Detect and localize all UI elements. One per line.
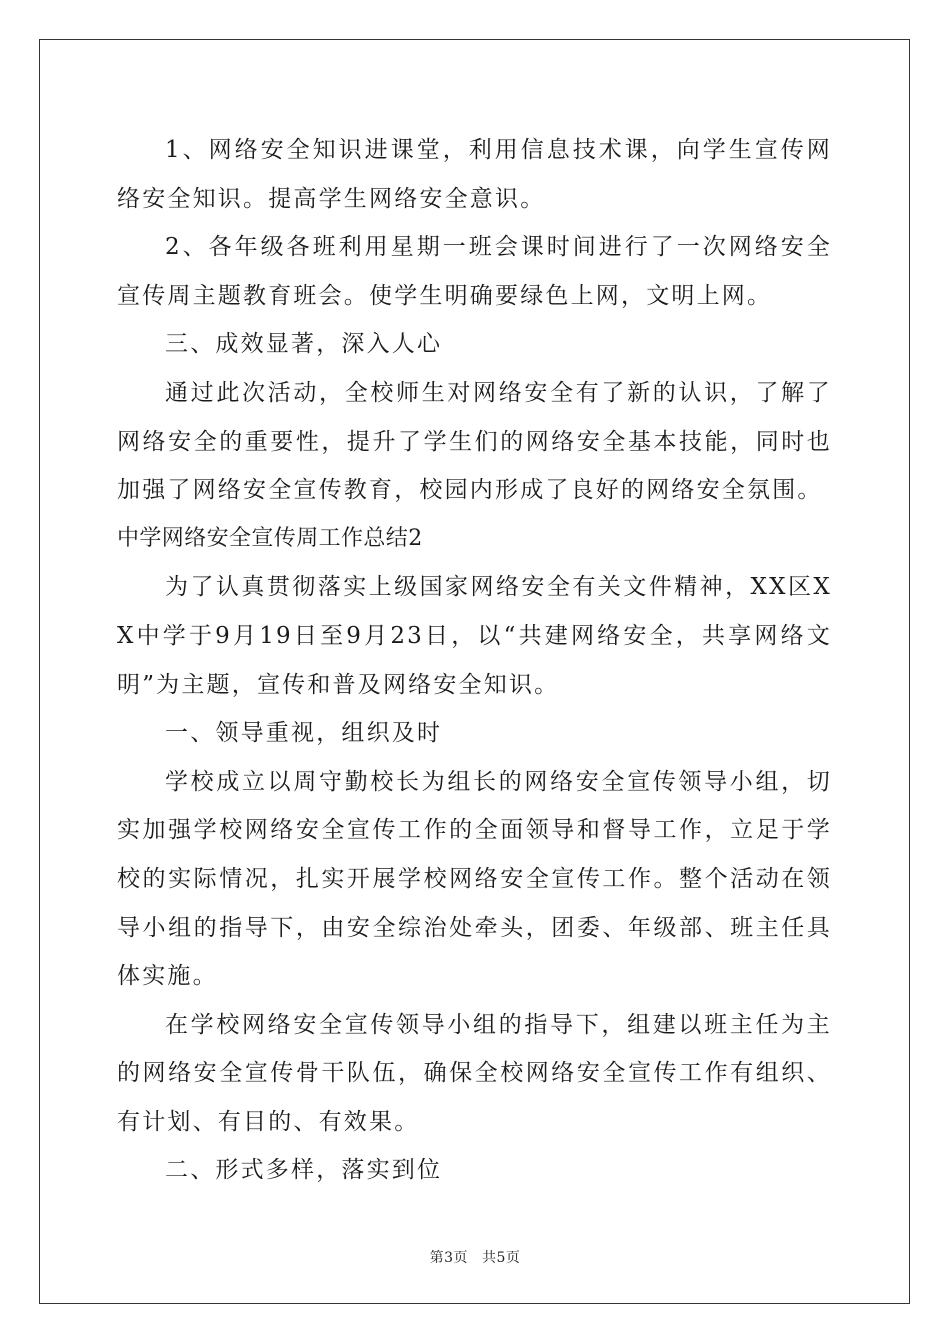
current-page-number: 第3页 [429, 1250, 468, 1266]
paragraph-6: 在学校网络安全宣传领导小组的指导下，组建以班主任为主的网络安全宣传骨干队伍，确保全校网络安全宣传工作有组织、有计划、有目的、有效果。 [117, 1011, 832, 1135]
paragraph-1: 1、网络安全知识进课堂，利用信息技术课，向学生宣传网络安全知识。提高学生网络安全意识。 [117, 137, 832, 212]
section-heading-1: 一、领导重视，组织及时 [165, 720, 443, 747]
section-heading-2: 二、形式多样，落实到位 [165, 1157, 443, 1184]
paragraph-5: 学校成立以周守勤校长为组长的网络安全宣传领导小组，切实加强学校网络安全宣传工作的全面领导和督导工作，立足于学校的实际情况，扎实开展学校网络安全宣传工作。整个活动在领导小组的指导下，由安全综治处牵头，团委、年级部、班主任具体实施。 [117, 768, 832, 990]
paragraph-4: 为了认真贯彻落实上级国家网络安全有关文件精神，XX区XX中学于9月19日至9月23日，以“共建网络安全，共享网络文明”为主题，宣传和普及网络安全知识。 [117, 574, 832, 698]
document-title-2: 中学网络安全宣传周工作总结2 [117, 525, 423, 551]
paragraph-3: 通过此次活动，全校师生对网络安全有了新的认识，了解了网络安全的重要性，提升了学生们的网络安全基本技能，同时也加强了网络安全宣传教育，校园内形成了良好的网络安全氛围。 [117, 379, 832, 504]
section-heading-3: 三、成效显著，深入人心 [165, 331, 443, 358]
page-footer [0, 1247, 950, 1267]
total-page-count: 共5页 [482, 1250, 521, 1266]
paragraph-2: 2、各年级各班利用星期一班会课时间进行了一次网络安全宣传周主题教育班会。使学生明确要绿色上网，文明上网。 [117, 234, 832, 309]
document-body [117, 126, 832, 1195]
